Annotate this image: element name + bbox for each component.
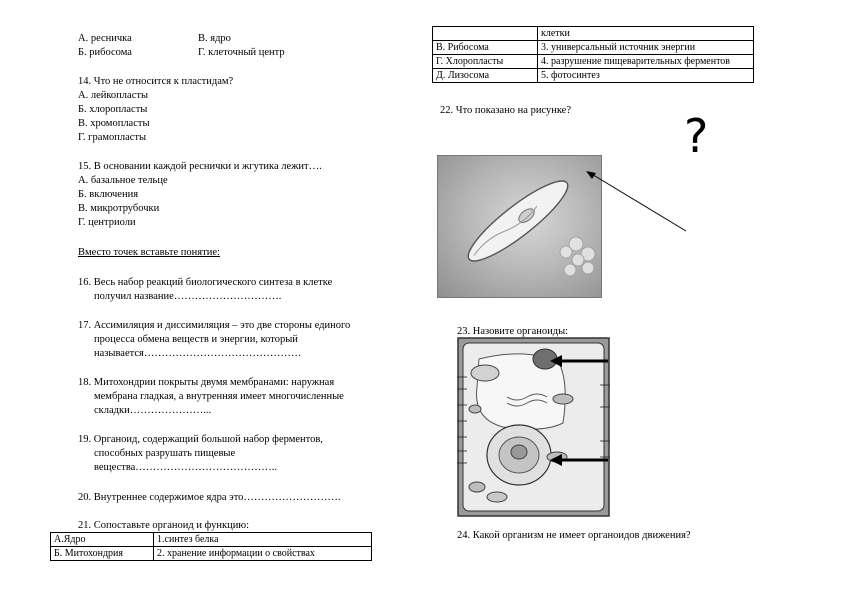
table-row: [433, 69, 754, 83]
q21-question: 21. Сопоставьте органоид и функцию:: [78, 520, 250, 531]
organoid-arrow-top-icon: [550, 354, 610, 368]
table-cell: Д. Лизосома: [433, 69, 538, 83]
table-cell: В. Рибосома: [433, 41, 538, 55]
q21-match-table: [50, 532, 372, 561]
table-cell: 3. универсальный источник энергии: [538, 41, 754, 55]
q15-option: Б. включения: [78, 189, 139, 200]
table-row: [433, 55, 754, 69]
table-cell: 2. хранение информации о свойствах: [154, 547, 372, 561]
q23-question: 23. Назовите органоиды:: [457, 326, 569, 337]
q14-option: Г. грамопласты: [78, 132, 147, 143]
q18-line: мембрана гладкая, а внутренняя имеет многочисленные: [94, 391, 344, 402]
q17-line: процесса обмена веществ и энергии, который: [94, 334, 298, 345]
q13-option-a: А. ресничка: [78, 33, 132, 44]
q19-line: вещества…………………………………..: [94, 462, 278, 473]
q15-option: А. базальное тельце: [78, 175, 168, 186]
q15-option: Г. центриоли: [78, 217, 136, 228]
table-cell: А.Ядро: [51, 533, 154, 547]
q15-option: В. микротрубочки: [78, 203, 160, 214]
q19-line: способных разрушать пищевые: [94, 448, 236, 459]
table-cell: [433, 27, 538, 41]
table-cell: Б. Митохондрия: [51, 547, 154, 561]
q15-question: 15. В основании каждой реснички и жгутика лежит….: [78, 161, 322, 172]
q18-line: складки…………………...: [94, 405, 212, 416]
table-cell: клетки: [538, 27, 754, 41]
table-cell: 5. фотосинтез: [538, 69, 754, 83]
table-cell: Г. Хлоропласты: [433, 55, 538, 69]
q13-option-g: Г. клеточный центр: [198, 47, 285, 58]
table-cell: 4. разрушение пищеварительных ферментов: [538, 55, 754, 69]
q14-option: Б. хлоропласты: [78, 104, 148, 115]
table-row: [51, 533, 372, 547]
table-row: [51, 547, 372, 561]
q14-question: 14. Что не относится к пластидам?: [78, 76, 234, 87]
table-row: [433, 27, 754, 41]
organoid-arrow-bottom-icon: [550, 453, 610, 467]
fill-in-instruction: Вместо точек вставьте понятие:: [78, 247, 220, 258]
q13-option-b: Б. рибосома: [78, 47, 132, 58]
microscope-photo: [437, 155, 602, 298]
q20-question: 20. Внутреннее содержимое ядра это……………………….: [78, 492, 341, 503]
q14-option: А. лейкопласты: [78, 90, 148, 101]
q14-option: В. хромопласты: [78, 118, 150, 129]
q19-line: 19. Органоид, содержащий большой набор ферментов,: [78, 434, 323, 445]
organoid-function-table: [432, 26, 754, 83]
q18-line: 18. Митохондрии покрыты двумя мембранами: наружная: [78, 377, 335, 388]
table-cell: 1.синтез белка: [154, 533, 372, 547]
question-mark-icon: ?: [684, 109, 709, 163]
pointer-arrow-icon: [580, 165, 690, 235]
q13-option-v: В. ядро: [198, 33, 231, 44]
q22-question: 22. Что показано на рисунке?: [440, 105, 571, 116]
table-row: [433, 41, 754, 55]
q17-line: 17. Ассимиляция и диссимиляция – это две стороны единого: [78, 320, 351, 331]
q16-line: получил название………………………….: [94, 291, 282, 302]
q24-question: 24. Какой организм не имеет органоидов движения?: [457, 530, 691, 541]
q17-line: называется………………………………………: [94, 348, 302, 359]
q16-line: 16. Весь набор реакций биологического синтеза в клетке: [78, 277, 333, 288]
